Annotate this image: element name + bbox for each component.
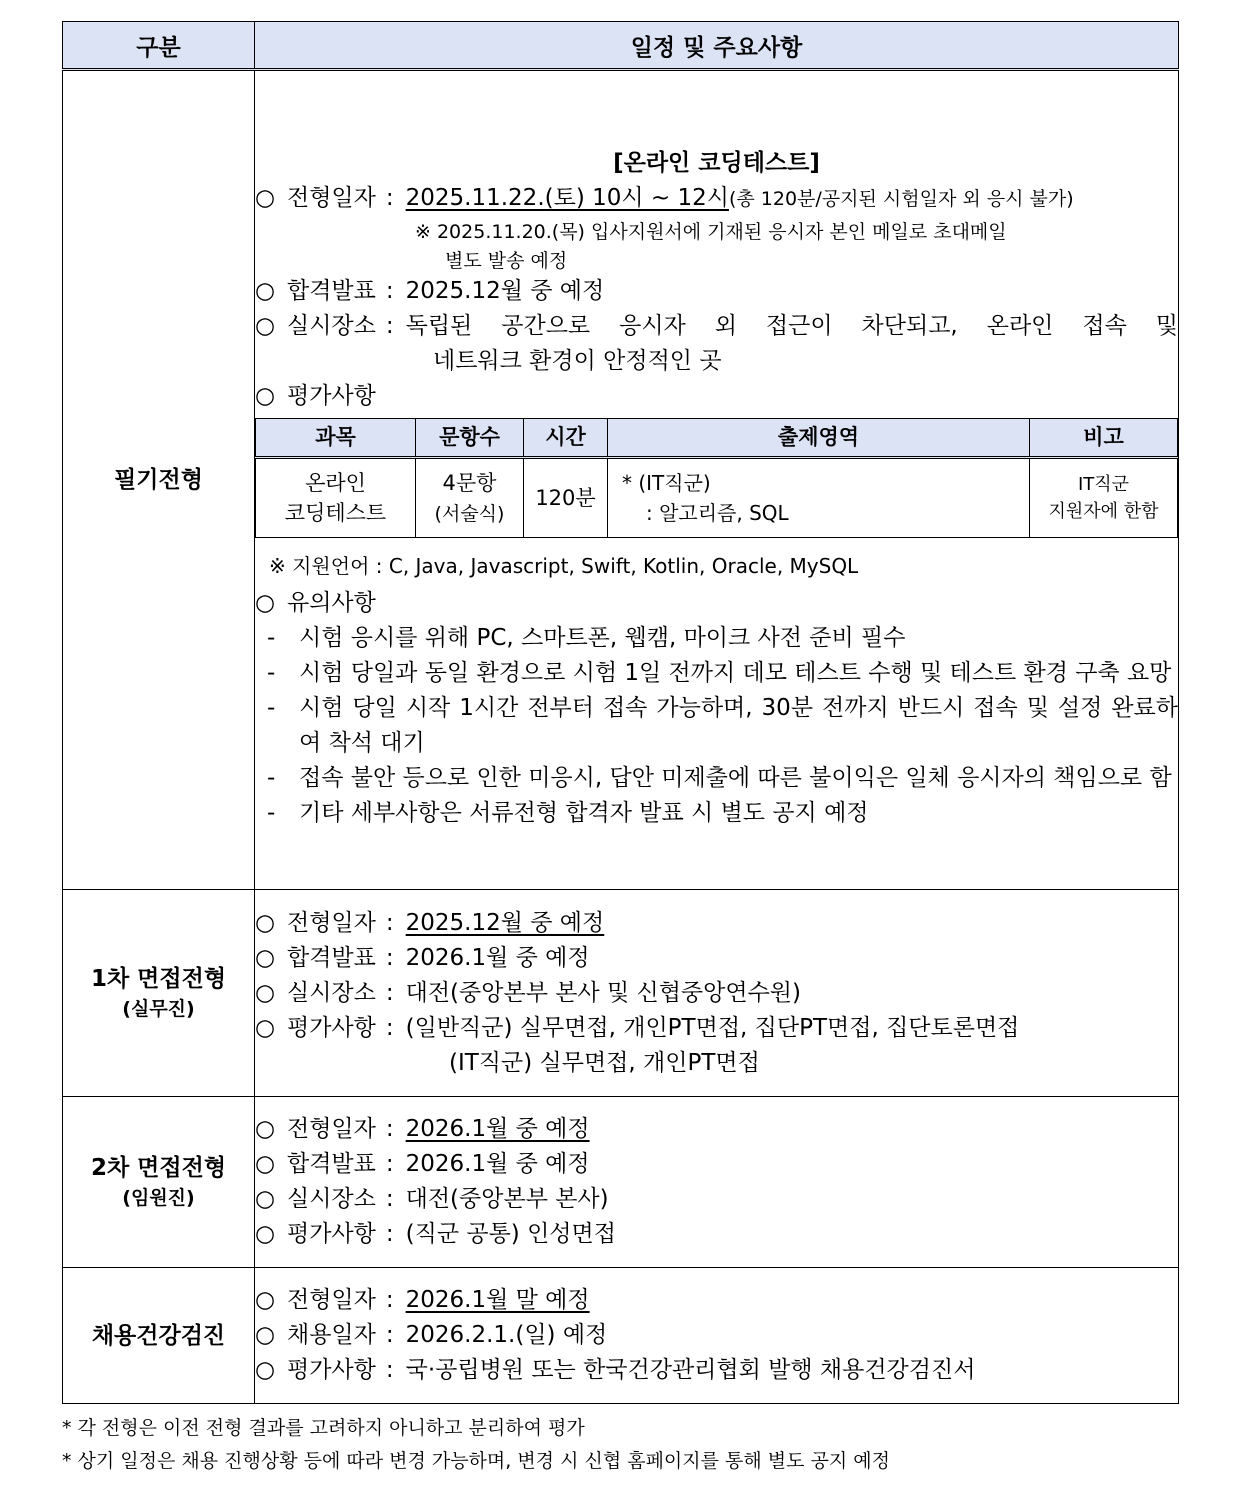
eval-area — [608, 458, 1030, 538]
bullet: ○ — [255, 185, 276, 211]
caution-text: 시험 당일 시작 1시간 전부터 접속 가능하며, 30분 전까지 반드시 접속 및 설정 완료하여 착석 대기 — [299, 695, 1178, 756]
eval-header-remark: 비고 — [1030, 419, 1178, 458]
eval-row — [256, 458, 1178, 538]
stage-health-label: 채용건강검진 — [91, 1322, 226, 1349]
dash: - — [267, 660, 276, 686]
stage-interview2-label: 2차 면접전형 — [90, 1155, 227, 1181]
caution-item — [255, 656, 1178, 691]
label: 전형일자 — [287, 1116, 376, 1142]
bullet: ○ — [255, 313, 276, 339]
interview2-result — [255, 1147, 1178, 1182]
eval-count-2: (서술식) — [434, 502, 505, 525]
header-row — [63, 22, 1179, 70]
eval-subject-1: 온라인 — [305, 471, 366, 495]
interview1-date-value: 2025.12월 중 예정 — [405, 909, 605, 936]
eval-header-row — [256, 419, 1178, 458]
header-category: 구분 — [63, 22, 255, 70]
stage-interview2 — [63, 1097, 255, 1268]
row-written — [63, 70, 1179, 890]
colon: : — [385, 313, 394, 339]
eval-subject-2: 코딩테스트 — [284, 501, 387, 525]
header-schedule: 일정 및 주요사항 — [255, 22, 1179, 70]
interview1-place-value: 대전(중앙본부 본사 및 신협중앙연수원) — [405, 979, 801, 1006]
bullet: ○ — [255, 1014, 276, 1041]
interview1-eval — [255, 1011, 1178, 1046]
health-eval-value: 국·공립병원 또는 한국건강관리협회 발행 채용건강검진서 — [405, 1357, 976, 1383]
content-interview1 — [255, 890, 1179, 1097]
content-health — [255, 1268, 1179, 1404]
bullet: ○ — [255, 1322, 276, 1348]
label: 전형일자 — [287, 909, 376, 936]
colon: : — [385, 1186, 394, 1212]
caution-item — [255, 761, 1178, 796]
label: 합격발표 — [287, 944, 376, 971]
footer-note-1: * 각 전형은 이전 전형 결과를 고려하지 아니하고 분리하여 평가 — [62, 1417, 585, 1439]
label: 평가사항 — [287, 1014, 376, 1041]
written-date-value: 2025.11.22.(토) 10시 ~ 12시 — [405, 185, 729, 211]
written-date-extra: (총 120분/공지된 시험일자 외 응시 불가) — [728, 188, 1074, 210]
coding-test-title: [온라인 코딩테스트] — [613, 150, 820, 176]
colon: : — [385, 185, 394, 211]
bullet: ○ — [255, 1116, 276, 1142]
label: 평가사항 — [287, 383, 376, 409]
interview2-date — [255, 1112, 1178, 1147]
label: 합격발표 — [287, 278, 376, 304]
eval-time: 120분 — [524, 458, 608, 538]
stage-interview1 — [63, 890, 255, 1097]
eval-remark-1: IT직군 — [1077, 474, 1130, 495]
health-hire — [255, 1318, 1178, 1353]
content-written — [255, 70, 1179, 890]
interview2-result-value: 2026.1월 중 예정 — [405, 1151, 590, 1177]
caution-text: 시험 당일과 동일 환경으로 시험 1일 전까지 데모 테스트 수행 및 테스트 환경 구축 요망 — [299, 660, 1172, 686]
written-date-note-2: 별도 발송 예정 — [445, 250, 568, 272]
content-interview2 — [255, 1097, 1179, 1268]
label: 합격발표 — [287, 1151, 376, 1177]
bullet: ○ — [255, 979, 276, 1006]
caution-text: 기타 세부사항은 서류전형 합격자 발표 시 별도 공지 예정 — [299, 800, 869, 826]
bullet: ○ — [255, 1357, 276, 1383]
eval-count — [416, 458, 524, 538]
eval-area-1: * (IT직군) — [622, 471, 711, 495]
bullet: ○ — [255, 1186, 276, 1212]
health-date-value: 2026.1월 말 예정 — [405, 1287, 590, 1313]
row-interview1 — [63, 890, 1179, 1097]
caution-item — [255, 621, 1178, 656]
colon: : — [385, 1014, 394, 1041]
bullet: ○ — [255, 909, 276, 936]
written-date — [255, 181, 1178, 217]
label: 전형일자 — [287, 185, 376, 211]
eval-remark — [1030, 458, 1178, 538]
dash: - — [267, 695, 276, 721]
interview1-place — [255, 976, 1178, 1011]
health-date — [255, 1283, 1178, 1318]
interview1-eval-value-1: (일반직군) 실무면접, 개인PT면접, 집단PT면접, 집단토론면접 — [405, 1014, 1020, 1041]
eval-header-time: 시간 — [524, 419, 608, 458]
caution-item — [255, 796, 1178, 831]
caution-text: 접속 불안 등으로 인한 미응시, 답안 미제출에 따른 불이익은 일체 응시자의 책임으로 함 — [299, 765, 1172, 791]
label: 유의사항 — [287, 590, 376, 616]
stage-interview1-sub: (실무진) — [122, 998, 195, 1020]
caution-text: 시험 응시를 위해 PC, 스마트폰, 웹캠, 마이크 사전 준비 필수 — [299, 625, 906, 651]
eval-header-area: 출제영역 — [608, 419, 1030, 458]
caution-item — [255, 691, 1178, 761]
interview2-place-value: 대전(중앙본부 본사) — [405, 1186, 609, 1212]
supported-languages: ※ 지원언어 : C, Java, Javascript, Swift, Kotlin, Oracle, MySQL — [269, 554, 859, 578]
interview2-place — [255, 1182, 1178, 1217]
label: 채용일자 — [287, 1322, 376, 1348]
written-place — [255, 309, 1178, 344]
colon: : — [385, 1151, 394, 1177]
label: 전형일자 — [287, 1287, 376, 1313]
interview2-date-value: 2026.1월 중 예정 — [405, 1116, 590, 1142]
label: 실시장소 — [287, 313, 376, 339]
row-health — [63, 1268, 1179, 1404]
stage-interview1-label: 1차 면접전형 — [90, 966, 227, 992]
dash: - — [267, 625, 276, 651]
eval-remark-2: 지원자에 한함 — [1048, 501, 1159, 522]
interview2-eval — [255, 1217, 1178, 1252]
bullet: ○ — [255, 1287, 276, 1313]
bullet: ○ — [255, 1221, 276, 1247]
label: 실시장소 — [287, 1186, 376, 1212]
colon: : — [385, 944, 394, 971]
label: 실시장소 — [287, 979, 376, 1006]
colon: : — [385, 1287, 394, 1313]
footer-note-2: * 상기 일정은 채용 진행상황 등에 따라 변경 가능하며, 변경 시 신협 홈페이지를 통해 별도 공지 예정 — [62, 1450, 890, 1472]
interview1-eval-value-2: (IT직군) 실무면접, 개인PT면접 — [449, 1049, 760, 1076]
interview1-date — [255, 906, 1178, 941]
schedule-table — [62, 21, 1179, 1404]
eval-table — [255, 418, 1178, 538]
label: 평가사항 — [287, 1221, 376, 1247]
footer-notes — [62, 1412, 890, 1478]
row-interview2 — [63, 1097, 1179, 1268]
bullet: ○ — [255, 944, 276, 971]
health-eval — [255, 1353, 1178, 1388]
label: 평가사항 — [287, 1357, 376, 1383]
written-date-note-1: ※ 2025.11.20.(목) 입사지원서에 기재된 응시자 본인 메일로 초대메일 — [415, 221, 1007, 243]
written-place-value-1: 독립된 공간으로 응시자 외 접근이 차단되고, 온라인 접속 및 — [405, 313, 1178, 339]
stage-written-label: 필기전형 — [114, 467, 203, 493]
colon: : — [385, 979, 394, 1006]
stage-health — [63, 1268, 255, 1404]
dash: - — [267, 765, 276, 791]
colon: : — [385, 278, 394, 304]
written-eval — [255, 379, 1178, 414]
health-hire-value: 2026.2.1.(일) 예정 — [405, 1322, 608, 1348]
bullet: ○ — [255, 278, 276, 304]
eval-header-count: 문항수 — [416, 419, 524, 458]
bullet: ○ — [255, 590, 276, 616]
colon: : — [385, 1357, 394, 1383]
bullet: ○ — [255, 383, 276, 409]
eval-area-2: : 알고리즘, SQL — [646, 501, 789, 525]
written-place-value-2: 네트워크 환경이 안정적인 곳 — [433, 348, 722, 374]
interview1-result-value: 2026.1월 중 예정 — [405, 944, 590, 971]
eval-count-1: 4문항 — [442, 470, 497, 495]
eval-subject — [256, 458, 416, 538]
written-result — [255, 274, 1178, 309]
stage-written — [63, 70, 255, 890]
eval-header-subject: 과목 — [256, 419, 416, 458]
written-caution — [255, 586, 1178, 621]
bullet: ○ — [255, 1151, 276, 1177]
stage-interview2-sub: (임원진) — [122, 1187, 195, 1209]
written-result-value: 2025.12월 중 예정 — [405, 278, 605, 304]
interview1-result — [255, 941, 1178, 976]
dash: - — [267, 800, 276, 826]
colon: : — [385, 909, 394, 936]
colon: : — [385, 1116, 394, 1142]
interview2-eval-value: (직군 공통) 인성면접 — [405, 1221, 616, 1247]
colon: : — [385, 1322, 394, 1348]
colon: : — [385, 1221, 394, 1247]
